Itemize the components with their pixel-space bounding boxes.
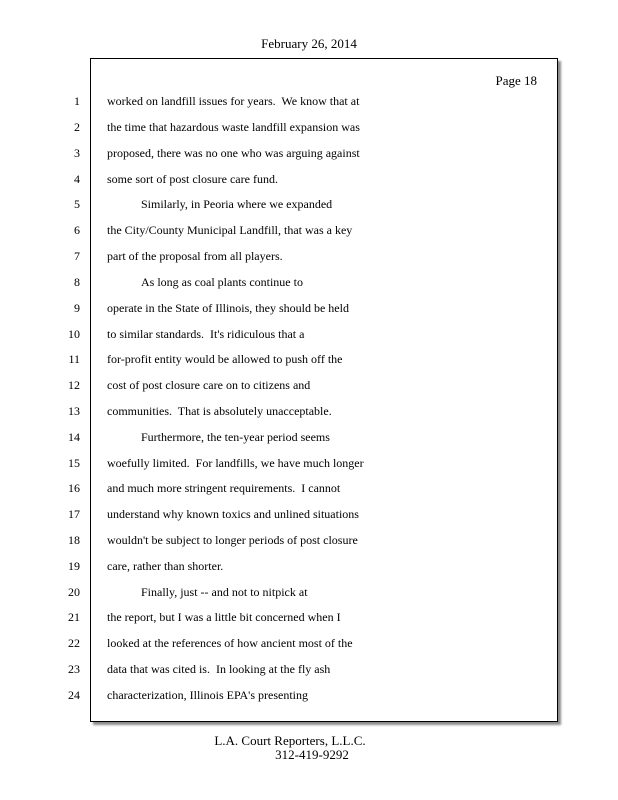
line-number: 11 <box>68 352 80 366</box>
transcript-line: care, rather than shorter. <box>107 559 224 573</box>
line-number: 16 <box>68 481 80 495</box>
transcript-line: Similarly, in Peoria where we expanded <box>141 197 333 211</box>
line-number: 19 <box>68 559 80 573</box>
court-reporter-phone: 312-419-9292 <box>275 747 349 762</box>
line-number: 15 <box>68 456 80 470</box>
court-reporter-name: L.A. Court Reporters, L.L.C. <box>214 733 366 748</box>
transcript-line: wouldn't be subject to longer periods of post closure <box>107 533 358 547</box>
transcript-line: looked at the references of how ancient most of the <box>107 636 353 650</box>
transcript-line: to similar standards. It's ridiculous that a <box>107 327 305 341</box>
transcript-line: proposed, there was no one who was arguing against <box>107 146 360 160</box>
transcript-line: cost of post closure care on to citizens and <box>107 378 311 392</box>
line-number: 9 <box>74 301 80 315</box>
line-number: 1 <box>74 94 80 108</box>
transcript-line: woefully limited. For landfills, we have much longer <box>107 456 364 470</box>
line-number: 12 <box>68 378 80 392</box>
line-number: 6 <box>74 223 80 237</box>
line-number: 7 <box>74 249 80 263</box>
transcript-line: worked on landfill issues for years. We know that at <box>107 94 360 108</box>
line-number: 24 <box>68 688 80 702</box>
line-number: 21 <box>68 610 80 624</box>
line-number: 3 <box>74 146 80 160</box>
line-number: 5 <box>74 197 80 211</box>
line-number: 14 <box>68 430 80 444</box>
line-number: 13 <box>68 404 80 418</box>
transcript-line: As long as coal plants continue to <box>141 275 303 289</box>
transcript-line: part of the proposal from all players. <box>107 249 283 263</box>
transcript-date: February 26, 2014 <box>261 36 357 51</box>
line-number: 8 <box>74 275 80 289</box>
transcript-line: some sort of post closure care fund. <box>107 172 278 186</box>
transcript-line: the time that hazardous waste landfill expansion was <box>107 120 360 134</box>
transcript-line: and much more stringent requirements. I cannot <box>107 481 341 495</box>
transcript-line: Furthermore, the ten-year period seems <box>141 430 330 444</box>
transcript-line: operate in the State of Illinois, they should be held <box>107 301 349 315</box>
line-number: 17 <box>68 507 80 521</box>
transcript-line: for-profit entity would be allowed to push off the <box>107 352 343 366</box>
line-number: 22 <box>68 636 80 650</box>
transcript-line: characterization, Illinois EPA's presenting <box>107 688 308 702</box>
transcript-line: data that was cited is. In looking at the fly ash <box>107 662 331 676</box>
page-number: Page 18 <box>495 73 537 88</box>
line-number: 20 <box>68 585 80 599</box>
transcript-line: Finally, just -- and not to nitpick at <box>141 585 308 599</box>
transcript-line: communities. That is absolutely unacceptable. <box>107 404 332 418</box>
transcript-line: understand why known toxics and unlined situations <box>107 507 359 521</box>
transcript-line: the City/County Municipal Landfill, that was a key <box>107 223 353 237</box>
transcript-line: the report, but I was a little bit concerned when I <box>107 610 341 624</box>
line-number: 18 <box>68 533 80 547</box>
line-number: 23 <box>68 662 80 676</box>
line-number: 10 <box>68 327 80 341</box>
line-number: 2 <box>74 120 80 134</box>
line-number: 4 <box>74 172 80 186</box>
